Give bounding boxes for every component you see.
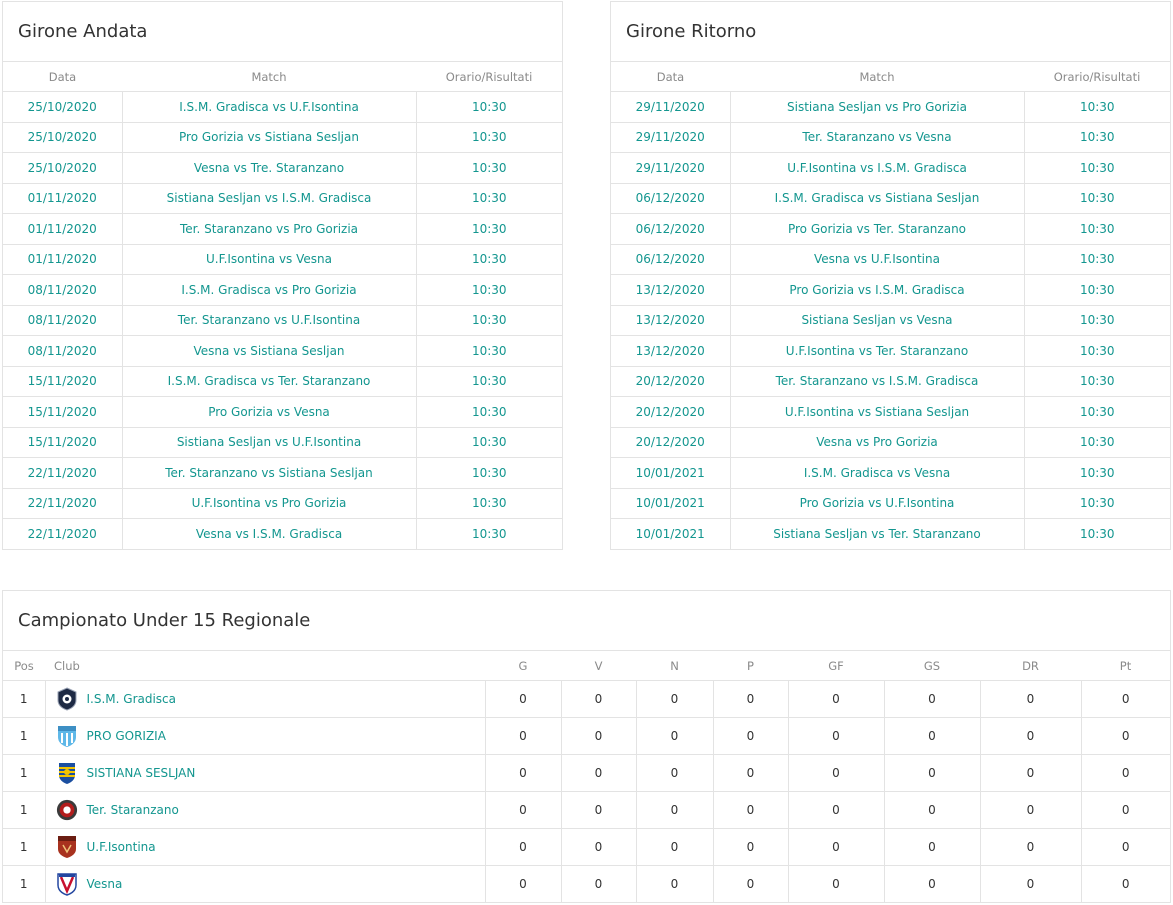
match-name-cell[interactable]: Vesna vs Sistiana Sesljan — [122, 336, 416, 367]
pos-cell: 1 — [3, 829, 45, 866]
vesna-logo-icon — [56, 872, 78, 896]
dr-cell: 0 — [980, 681, 1081, 718]
dr-cell: 0 — [980, 866, 1081, 903]
p-cell: 0 — [713, 755, 788, 792]
g-cell: 0 — [485, 755, 561, 792]
table-row — [611, 488, 1170, 519]
match-time-cell[interactable]: 10:30 — [416, 427, 562, 458]
match-name-cell[interactable]: Pro Gorizia vs Vesna — [122, 397, 416, 428]
girone-andata-title: Girone Andata — [3, 2, 562, 62]
sistiana-logo-icon — [56, 761, 78, 785]
match-name-cell[interactable]: I.S.M. Gradisca vs U.F.Isontina — [122, 92, 416, 123]
match-time-cell[interactable]: 10:30 — [416, 122, 562, 153]
header-orario: Orario/Risultati — [416, 62, 562, 92]
match-date-cell[interactable]: 08/11/2020 — [3, 336, 122, 367]
match-name-cell[interactable]: Sistiana Sesljan vs Vesna — [730, 305, 1024, 336]
pt-cell: 0 — [1081, 755, 1170, 792]
match-time-cell[interactable]: 10:30 — [1024, 275, 1170, 306]
match-time-cell[interactable]: 10:30 — [1024, 183, 1170, 214]
table-row — [3, 488, 562, 519]
p-cell: 0 — [713, 866, 788, 903]
match-time-cell[interactable]: 10:30 — [1024, 458, 1170, 489]
v-cell: 0 — [561, 681, 636, 718]
g-cell: 0 — [485, 718, 561, 755]
pro-gorizia-logo-icon — [56, 724, 78, 748]
gf-cell: 0 — [788, 755, 884, 792]
header-club: Club — [45, 651, 485, 681]
standings-row — [3, 718, 1170, 755]
v-cell: 0 — [561, 755, 636, 792]
match-time-cell[interactable]: 10:30 — [1024, 427, 1170, 458]
table-header-row — [3, 651, 1170, 681]
match-date-cell[interactable]: 01/11/2020 — [3, 244, 122, 275]
header-dr: DR — [980, 651, 1081, 681]
table-row — [3, 244, 562, 275]
girone-ritorno-title: Girone Ritorno — [611, 2, 1170, 62]
gf-cell: 0 — [788, 829, 884, 866]
match-name-cell[interactable]: Sistiana Sesljan vs Pro Gorizia — [730, 92, 1024, 123]
match-date-cell[interactable]: 25/10/2020 — [3, 92, 122, 123]
match-date-cell[interactable]: 20/12/2020 — [611, 427, 730, 458]
match-name-cell[interactable]: U.F.Isontina vs Ter. Staranzano — [730, 336, 1024, 367]
standings-row — [3, 755, 1170, 792]
header-v: V — [561, 651, 636, 681]
header-g: G — [485, 651, 561, 681]
girone-ritorno-table — [611, 62, 1170, 549]
p-cell: 0 — [713, 718, 788, 755]
match-date-cell[interactable]: 15/11/2020 — [3, 366, 122, 397]
gs-cell: 0 — [884, 866, 980, 903]
match-date-cell[interactable]: 25/10/2020 — [3, 153, 122, 184]
n-cell: 0 — [636, 681, 713, 718]
match-date-cell[interactable]: 29/11/2020 — [611, 153, 730, 184]
match-time-cell[interactable]: 10:30 — [1024, 244, 1170, 275]
table-row — [611, 519, 1170, 549]
match-date-cell[interactable]: 10/01/2021 — [611, 488, 730, 519]
gs-cell: 0 — [884, 755, 980, 792]
table-row — [611, 244, 1170, 275]
match-name-cell[interactable]: Ter. Staranzano vs Vesna — [730, 122, 1024, 153]
header-data: Data — [3, 62, 122, 92]
table-row — [3, 153, 562, 184]
match-time-cell[interactable]: 10:30 — [1024, 305, 1170, 336]
match-time-cell[interactable]: 10:30 — [416, 183, 562, 214]
match-time-cell[interactable]: 10:30 — [416, 275, 562, 306]
club-name-link[interactable]: Ter. Staranzano — [86, 803, 179, 817]
club-cell — [45, 829, 485, 866]
match-time-cell[interactable]: 10:30 — [416, 214, 562, 245]
match-time-cell[interactable]: 10:30 — [1079, 526, 1115, 541]
match-time-cell[interactable]: 10:30 — [416, 305, 562, 336]
pt-cell: 0 — [1081, 681, 1170, 718]
dr-cell: 0 — [980, 792, 1081, 829]
match-name-cell[interactable]: Sistiana Sesljan vs Ter. Staranzano — [730, 519, 1024, 549]
match-time-cell[interactable]: 10:30 — [1024, 153, 1170, 184]
gs-cell: 0 — [884, 829, 980, 866]
table-row — [611, 305, 1170, 336]
match-date-cell[interactable]: 22/11/2020 — [3, 488, 122, 519]
v-cell: 0 — [561, 792, 636, 829]
p-cell: 0 — [713, 829, 788, 866]
girone-ritorno-rows — [611, 92, 1170, 549]
match-date-cell[interactable]: 13/12/2020 — [611, 305, 730, 336]
standings-row — [3, 681, 1170, 718]
table-row — [611, 92, 1170, 123]
gradisca-logo-icon — [56, 687, 78, 711]
girone-ritorno-card — [610, 1, 1171, 550]
match-date-cell[interactable]: 01/11/2020 — [3, 214, 122, 245]
match-date-cell[interactable]: 10/01/2021 — [611, 458, 730, 489]
match-name-cell[interactable]: Sistiana Sesljan vs I.S.M. Gradisca — [122, 183, 416, 214]
match-name-cell[interactable]: U.F.Isontina vs Sistiana Sesljan — [730, 397, 1024, 428]
standings-row — [3, 829, 1170, 866]
pt-cell: 0 — [1081, 792, 1170, 829]
match-date-cell[interactable]: 06/12/2020 — [611, 183, 730, 214]
match-date-cell[interactable]: 01/11/2020 — [3, 183, 122, 214]
match-name-cell[interactable]: U.F.Isontina vs I.S.M. Gradisca — [730, 153, 1024, 184]
header-gs: GS — [884, 651, 980, 681]
match-time-cell[interactable]: 10:30 — [416, 244, 562, 275]
pt-cell: 0 — [1081, 718, 1170, 755]
match-date-cell[interactable]: 13/12/2020 — [611, 275, 730, 306]
table-row — [611, 122, 1170, 153]
table-row — [611, 153, 1170, 184]
table-row — [3, 275, 562, 306]
club-cell — [45, 681, 485, 718]
header-match: Match — [730, 62, 1024, 92]
table-row — [611, 397, 1170, 428]
g-cell: 0 — [485, 866, 561, 903]
match-time-cell[interactable]: 10:30 — [1024, 488, 1170, 519]
match-date-cell[interactable]: 29/11/2020 — [611, 122, 730, 153]
table-row — [3, 336, 562, 367]
match-time-cell[interactable]: 10:30 — [416, 92, 562, 123]
match-date-cell[interactable]: 10/01/2021 — [611, 519, 730, 549]
match-name-cell[interactable]: Pro Gorizia vs Ter. Staranzano — [730, 214, 1024, 245]
match-date-cell[interactable]: 29/11/2020 — [611, 92, 730, 123]
match-time-cell[interactable]: 10:30 — [1024, 336, 1170, 367]
match-time-cell[interactable]: 10:30 — [1024, 122, 1170, 153]
p-cell: 0 — [713, 792, 788, 829]
table-row — [3, 183, 562, 214]
isontina-logo-icon — [56, 835, 78, 859]
match-time-cell[interactable]: 10:30 — [416, 366, 562, 397]
header-pt: Pt — [1081, 651, 1170, 681]
match-date-cell[interactable]: 22/11/2020 — [3, 458, 122, 489]
table-row — [611, 214, 1170, 245]
match-date-cell[interactable]: 06/12/2020 — [611, 244, 730, 275]
match-name-cell[interactable]: I.S.M. Gradisca vs Vesna — [730, 458, 1024, 489]
pos-cell: 1 — [3, 718, 45, 755]
match-time-cell[interactable]: 10:30 — [416, 153, 562, 184]
match-name-cell[interactable]: Ter. Staranzano vs Pro Gorizia — [122, 214, 416, 245]
gf-cell: 0 — [788, 792, 884, 829]
pos-cell: 1 — [3, 681, 45, 718]
girone-andata-rows — [3, 92, 562, 549]
match-time-cell[interactable]: 10:30 — [1024, 92, 1170, 123]
table-header-row — [3, 62, 562, 92]
match-name-cell[interactable]: Pro Gorizia vs I.S.M. Gradisca — [730, 275, 1024, 306]
p-cell: 0 — [713, 681, 788, 718]
pos-cell: 1 — [3, 755, 45, 792]
match-time-cell[interactable]: 10:30 — [416, 488, 562, 519]
match-time-cell[interactable]: 10:30 — [416, 336, 562, 367]
standings-row — [3, 866, 1170, 903]
match-name-cell[interactable]: Sistiana Sesljan vs U.F.Isontina — [122, 427, 416, 458]
pos-cell: 1 — [3, 792, 45, 829]
match-name-cell[interactable]: I.S.M. Gradisca vs Pro Gorizia — [122, 275, 416, 306]
table-row — [3, 427, 562, 458]
table-row — [3, 92, 562, 123]
standings-rows — [3, 681, 1170, 903]
gf-cell: 0 — [788, 681, 884, 718]
club-cell — [45, 755, 485, 792]
pos-cell: 1 — [3, 866, 45, 903]
gs-cell: 0 — [884, 718, 980, 755]
n-cell: 0 — [636, 718, 713, 755]
match-name-cell[interactable]: Ter. Staranzano vs U.F.Isontina — [122, 305, 416, 336]
club-name-link[interactable]: SISTIANA SESLJAN — [86, 766, 196, 780]
gf-cell: 0 — [788, 718, 884, 755]
match-name-cell[interactable]: Pro Gorizia vs Sistiana Sesljan — [122, 122, 416, 153]
table-row — [3, 214, 562, 245]
table-header-row — [611, 62, 1170, 92]
header-gf: GF — [788, 651, 884, 681]
club-cell — [45, 792, 485, 829]
g-cell: 0 — [485, 829, 561, 866]
match-time-cell[interactable]: 10:30 — [416, 397, 562, 428]
header-data: Data — [611, 62, 730, 92]
match-date-cell[interactable]: 06/12/2020 — [611, 214, 730, 245]
club-cell — [45, 718, 485, 755]
match-date-cell[interactable]: 15/11/2020 — [3, 397, 122, 428]
table-row — [611, 275, 1170, 306]
match-name-cell[interactable]: I.S.M. Gradisca vs Sistiana Sesljan — [730, 183, 1024, 214]
table-row — [3, 397, 562, 428]
standings-card — [2, 590, 1171, 903]
standings-table — [3, 651, 1170, 902]
table-row — [611, 427, 1170, 458]
match-name-cell[interactable]: Ter. Staranzano vs I.S.M. Gradisca — [730, 366, 1024, 397]
table-row — [611, 366, 1170, 397]
n-cell: 0 — [636, 866, 713, 903]
match-name-cell[interactable]: Vesna vs U.F.Isontina — [730, 244, 1024, 275]
staranzano-logo-icon — [56, 798, 78, 822]
header-pos: Pos — [3, 651, 45, 681]
match-time-cell[interactable]: 10:30 — [1024, 214, 1170, 245]
match-date-cell[interactable]: 20/12/2020 — [611, 397, 730, 428]
table-row — [3, 366, 562, 397]
match-name-cell[interactable]: Pro Gorizia vs U.F.Isontina — [730, 488, 1024, 519]
club-name-link[interactable]: PRO GORIZIA — [86, 729, 166, 743]
girone-andata-table — [3, 62, 562, 549]
g-cell: 0 — [485, 681, 561, 718]
match-time-cell[interactable]: 10:30 — [1024, 366, 1170, 397]
standings-title: Campionato Under 15 Regionale — [3, 591, 1170, 651]
match-time-cell[interactable]: 10:30 — [416, 458, 562, 489]
header-orario: Orario/Risultati — [1024, 62, 1170, 92]
dr-cell: 0 — [980, 829, 1081, 866]
match-name-cell[interactable]: U.F.Isontina vs Vesna — [122, 244, 416, 275]
n-cell: 0 — [636, 792, 713, 829]
table-row — [611, 458, 1170, 489]
pt-cell: 0 — [1081, 829, 1170, 866]
dr-cell: 0 — [980, 718, 1081, 755]
match-date-cell[interactable]: 13/12/2020 — [611, 336, 730, 367]
match-name-cell[interactable]: Vesna vs Pro Gorizia — [730, 427, 1024, 458]
girone-andata-card — [2, 1, 563, 550]
match-name-cell[interactable]: U.F.Isontina vs Pro Gorizia — [122, 488, 416, 519]
standings-row — [3, 792, 1170, 829]
pt-cell: 0 — [1121, 877, 1130, 891]
gs-cell: 0 — [884, 681, 980, 718]
header-p: P — [713, 651, 788, 681]
v-cell: 0 — [561, 718, 636, 755]
club-cell — [45, 866, 485, 903]
match-date-cell[interactable]: 20/12/2020 — [611, 366, 730, 397]
club-name-link[interactable]: U.F.Isontina — [86, 840, 156, 854]
g-cell: 0 — [485, 792, 561, 829]
match-date-cell[interactable]: 15/11/2020 — [3, 427, 122, 458]
n-cell: 0 — [636, 755, 713, 792]
v-cell: 0 — [561, 829, 636, 866]
match-date-cell[interactable]: 22/11/2020 — [3, 519, 122, 549]
header-match: Match — [122, 62, 416, 92]
table-row — [3, 122, 562, 153]
gs-cell: 0 — [884, 792, 980, 829]
gf-cell: 0 — [788, 866, 884, 903]
match-time-cell[interactable]: 10:30 — [471, 526, 507, 541]
match-name-cell[interactable]: Vesna vs Tre. Staranzano — [122, 153, 416, 184]
table-row — [611, 183, 1170, 214]
match-name-cell[interactable]: Vesna vs I.S.M. Gradisca — [122, 519, 416, 549]
club-name-link[interactable]: Vesna — [86, 877, 123, 891]
table-row — [3, 458, 562, 489]
v-cell: 0 — [561, 866, 636, 903]
match-date-cell[interactable]: 08/11/2020 — [3, 275, 122, 306]
match-name-cell[interactable]: I.S.M. Gradisca vs Ter. Staranzano — [122, 366, 416, 397]
table-row — [3, 519, 562, 549]
dr-cell: 0 — [980, 755, 1081, 792]
match-name-cell[interactable]: Ter. Staranzano vs Sistiana Sesljan — [122, 458, 416, 489]
table-row — [611, 336, 1170, 367]
n-cell: 0 — [636, 829, 713, 866]
match-date-cell[interactable]: 25/10/2020 — [3, 122, 122, 153]
table-row — [3, 305, 562, 336]
match-date-cell[interactable]: 08/11/2020 — [3, 305, 122, 336]
match-time-cell[interactable]: 10:30 — [1024, 397, 1170, 428]
header-n: N — [636, 651, 713, 681]
club-name-link[interactable]: I.S.M. Gradisca — [86, 692, 177, 706]
